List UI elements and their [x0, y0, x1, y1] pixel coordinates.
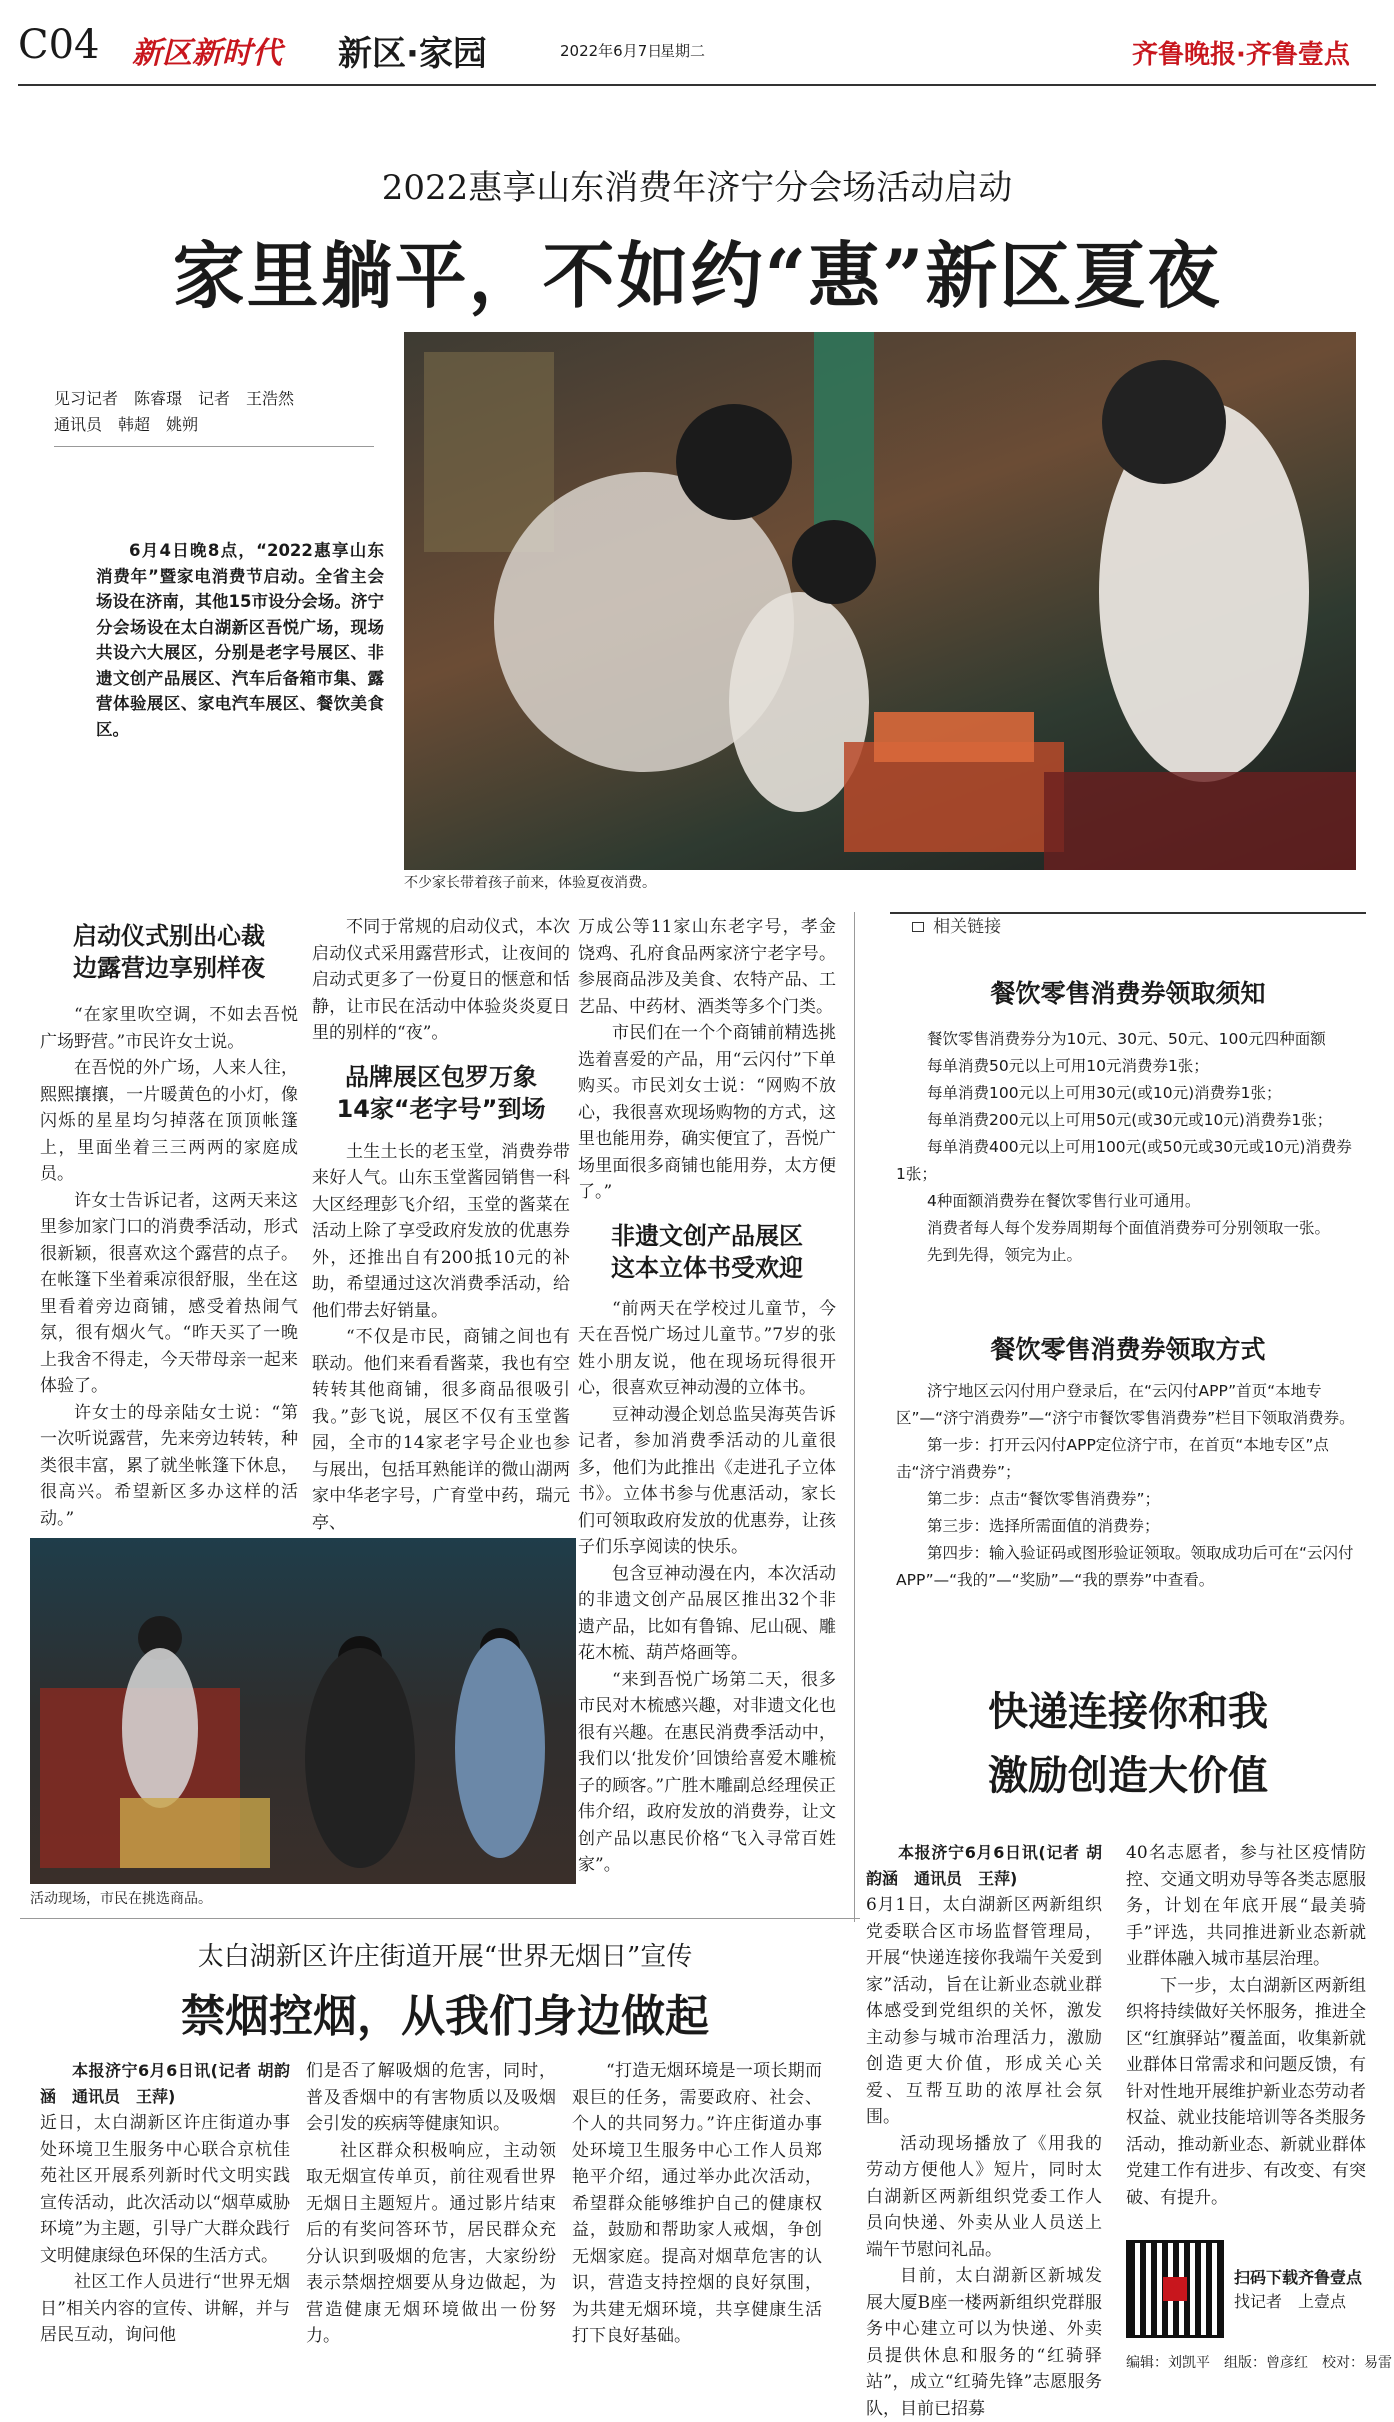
- paragraph: 许女士的母亲陆女士说：“第一次听说露营，先来旁边转转，种类很丰富，累了就坐帐篷下休息，很高兴。希望新区多办这样的活动。”: [40, 1402, 298, 1529]
- paragraph: “来到吾悦广场第二天，很多市民对木梳感兴趣，对非遗文化也很有兴趣。在惠民消费季活动中，我们以‘批发价’回馈给喜爱木雕梳子的顾客。”广胜木雕副总经理侯正伟介绍，政府发放的消费券，让文创产品以惠民价格“飞入寻常百姓家”。: [578, 1669, 836, 1875]
- rule-item: 4种面额消费券在餐饮零售行业可通用。: [927, 1192, 1201, 1210]
- lead-column-1: [40, 920, 298, 1532]
- rule-item: 每单消费100元以上可用30元(或10元)消费券1张；: [927, 1084, 1282, 1102]
- paragraph: 目前，太白湖新区新城发展大厦B座一楼两新组织党群服务中心建立可以为快递、外卖员提供休息和服务的“红骑驿站”，成立“红骑先锋”志愿服务队，目前已招募: [866, 2266, 1102, 2419]
- paragraph: 活动现场播放了《用我的劳动方便他人》短片，同时太白湖新区两新组织党委工作人员向快递、外卖从业人员送上端午节慰问礼品。: [866, 2133, 1102, 2260]
- brand-left-logo: 新区新时代: [132, 36, 282, 71]
- lead-kicker: 2022惠享山东消费年济宁分会场活动启动: [381, 168, 1013, 208]
- courier-headline-1: 快递连接你和我: [988, 1689, 1268, 1735]
- paragraph: 近日，太白湖新区许庄街道办事处环境卫生服务中心联合京杭佳苑社区开展系列新时代文明实践宣传活动，此次活动以“烟草威胁环境”为主题，引导广大群众践行文明健康绿色环保的生活方式。: [40, 2113, 290, 2266]
- divider: [854, 912, 855, 1922]
- paragraph: 在吾悦的外广场，人来人往，熙熙攘攘，一片暖黄色的小灯，像闪烁的星星均匀掉落在顶顶帐篷上，里面坐着三三两两的家庭成员。: [40, 1058, 298, 1184]
- paragraph: “不仅是市民，商铺之间也有联动。他们来看看酱菜，我也有空转转其他商铺，很多商品很吸引我。”彭飞说，展区不仅有玉堂酱园，全市的14家老字号企业也参与展出，包括耳熟能详的微山湖两家中华老字号，广育堂中药，瑞元亭、: [312, 1327, 570, 1533]
- subhead-camping: [40, 920, 298, 984]
- qr-code[interactable]: [1126, 2240, 1224, 2338]
- coupon-method-title: 餐饮零售消费券领取方式: [990, 1335, 1266, 1364]
- rule-item: 每单消费50元以上可用10元消费券1张；: [927, 1057, 1209, 1075]
- paragraph: 万成公等11家山东老字号，孝金饶鸡、孔府食品两家济宁老字号。参展商品涉及美食、农特产品、工艺品、中药材、酒类等多个门类。: [578, 917, 836, 1017]
- paragraph: “在家里吹空调，不如去吾悦广场野营。”市民许女士说。: [40, 1005, 298, 1052]
- paragraph: 社区群众积极响应，主动领取无烟宣传单页，前往观看世界无烟日主题短片。通过影片结束后的有奖问答环节，居民群众充分认识到吸烟的危害，大家纷纷表示禁烟控烟要从身边做起，为营造健康无烟环境做出一份努力。: [306, 2140, 556, 2346]
- masthead: [0, 0, 1394, 80]
- lead-summary: [96, 538, 384, 742]
- paragraph: 40名志愿者，参与社区疫情防控、交通文明劝导等各类志愿服务，计划在年底开展“最美骑手”评选，共同推进新业态新就业群体融入城市基层治理。: [1126, 1843, 1366, 1969]
- market-photo: [30, 1538, 576, 1884]
- page-number: C04: [18, 22, 100, 68]
- paragraph: 社区工作人员进行“世界无烟日”相关内容的宣传、讲解，并与居民互动，询问他: [40, 2272, 290, 2345]
- related-links-label: 相关链接: [933, 917, 1002, 937]
- paragraph: 豆神动漫企划总监吴海英告诉记者，参加消费季活动的儿童很多，他们为此推出《走进孔子立体书》。立体书参与优惠活动，家长们可领取政府发放的优惠券，让孩子们乐享阅读的快乐。: [578, 1404, 836, 1557]
- header-rule: [18, 84, 1376, 86]
- byline-reporters: 见习记者 陈睿璟 记者 王浩然: [54, 389, 295, 408]
- link-icon: [912, 922, 924, 932]
- lead-photo-caption: 不少家长带着孩子前来，体验夏夜消费。: [404, 875, 656, 891]
- paragraph: 6月1日，太白湖新区两新组织党委联合区市场监督管理局，开展“快递连接你我端午关爱到家”活动，旨在让新业态就业群体感受到党组织的关怀，激发主动参与城市治理活力，激励创造更大价值，形成关心关爱、互帮互助的浓厚社会氛围。: [866, 1895, 1102, 2127]
- paragraph: 土生土长的老玉堂，消费券带来好人气。山东玉堂酱园销售一科大区经理彭飞介绍，玉堂的酱菜在活动上除了享受政府发放的优惠券外，还推出自有200抵10元的补助，希望通过这次消费季活动，给他们带去好销量。: [312, 1141, 570, 1321]
- rule-item: 消费者每人每个发券周期每个面值消费券可分别领取一张。: [927, 1219, 1331, 1237]
- divider: [20, 1918, 860, 1919]
- lead-column-3: [578, 914, 836, 1879]
- method-item: 第三步：选择所需面值的消费券；: [927, 1517, 1160, 1535]
- smoke-kicker: 太白湖新区许庄街道开展“世界无烟日”宣传: [197, 1942, 693, 1972]
- subhead-heritage: [578, 1220, 836, 1284]
- coupon-method-list: [896, 1378, 1356, 1594]
- courier-byline: 本报济宁6月6日讯(记者 胡韵涵 通讯员 王萍): [866, 1843, 1102, 1888]
- subhead-camping-text: 启动仪式别出心裁 边露营边享别样夜: [73, 922, 265, 982]
- method-item: 第四步：输入验证码或图形验证领取。领取成功后可在“云闪付APP”—“我的”—“奖励”—“我的票券”中查看。: [896, 1544, 1354, 1589]
- paragraph: 许女士告诉记者，这两天来这里参加家门口的消费季活动，形式很新颖，很喜欢这个露营的点子。在帐篷下坐着乘凉很舒服，坐在这里看着旁边商铺，感受着热闹气氛，很有烟火气。“昨天买了一晚上我舍不得走，今天带母亲一起来体验了。: [40, 1190, 298, 1396]
- rule-item: 先到先得，领完为止。: [927, 1246, 1083, 1264]
- byline-correspondents: 通讯员 韩超 姚朔: [54, 415, 199, 434]
- subhead-brands: [312, 1061, 570, 1125]
- rule-item: 餐饮零售消费券分为10元、30元、50元、100元四种面额: [927, 1030, 1326, 1048]
- courier-column-1: [866, 1840, 1102, 2422]
- market-photo-caption: 活动现场，市民在挑选商品。: [30, 1891, 212, 1907]
- smoke-headline: 禁烟控烟，从我们身边做起: [181, 1991, 709, 2042]
- method-item: 第二步：点击“餐饮零售消费券”；: [927, 1490, 1161, 1508]
- paragraph: 下一步，太白湖新区两新组织将持续做好关怀服务，推进全区“红旗驿站”覆盖面，收集新就业群体日常需求和问题反馈，有针对性地开展维护新业态劳动者权益、就业技能培训等各类服务活动，推动新业态、新就业群体党建工作有进步、有改变、有突破、有提升。: [1126, 1975, 1366, 2208]
- coupon-rules-list: [896, 1026, 1356, 1269]
- lead-byline: [54, 386, 374, 447]
- qr-text: [1234, 2266, 1362, 2314]
- qr-line-2: 找记者 上壹点: [1234, 2292, 1347, 2311]
- issue-weekday: 星期二: [660, 42, 706, 60]
- paragraph: “前两天在学校过儿童节，今天在吾悦广场过儿童节。”7岁的张姓小朋友说，他在现场玩得很开心，很喜欢豆神动漫的立体书。: [578, 1298, 836, 1398]
- method-item: 济宁地区云闪付用户登录后，在“云闪付APP”首页“本地专区”—“济宁消费券”—“济宁市餐饮零售消费券”栏目下领取消费券。: [896, 1382, 1355, 1427]
- qr-line-1: 扫码下载齐鲁壹点: [1234, 2268, 1363, 2287]
- market-photo-illustration: [30, 1538, 576, 1884]
- method-item: 第一步：打开云闪付APP定位济宁市，在首页“本地专区”点击“济宁消费券”；: [896, 1436, 1329, 1481]
- smoke-column-3: [572, 2058, 822, 2350]
- coupon-rules-title: 餐饮零售消费券领取须知: [990, 979, 1266, 1008]
- lead-summary-text: 6月4日晚8点，“2022惠享山东消费年”暨家电消费节启动。全省主会场设在济南，其他15市设分会场。济宁分会场设在太白湖新区吾悦广场，现场共设六大展区，分别是老字号展区、非遗文创产品展区、汽车后备箱市集、露营体验展区、家电汽车展区、餐饮美食区。: [96, 541, 384, 739]
- qr-center-logo: [1163, 2277, 1187, 2301]
- related-links-box: [890, 912, 1366, 1622]
- lead-photo-illustration: [404, 332, 1356, 870]
- issue-date: 2022年6月7日: [560, 42, 663, 60]
- courier-headline-2: 激励创造大价值: [988, 1753, 1268, 1799]
- smoke-byline: 本报济宁6月6日讯(记者 胡韵涵 通讯员 王萍): [40, 2061, 290, 2106]
- section-title: 新区·家园: [338, 34, 487, 74]
- rule-item: 每单消费400元以上可用100元(或50元或30元或10元)消费券1张；: [896, 1138, 1352, 1183]
- rule-item: 每单消费200元以上可用50元(或30元或10元)消费券1张；: [927, 1111, 1333, 1129]
- smoke-column-2: [306, 2058, 556, 2350]
- lead-column-2: [312, 914, 570, 1536]
- smoke-column-1: [40, 2058, 290, 2349]
- related-links-tag: [890, 912, 1366, 938]
- paragraph: 市民们在一个个商铺前精选挑选着喜爱的产品，用“云闪付”下单购买。市民刘女士说：“网购不放心，我很喜欢现场购物的方式，这里也能用券，确实便宜了，吾悦广场里面很多商铺也能用券，太方便了。”: [578, 1023, 836, 1202]
- subhead-brands-text: 品牌展区包罗万象 14家“老字号”到场: [336, 1062, 546, 1123]
- courier-column-2: [1126, 1840, 1366, 2211]
- subhead-heritage-text: 非遗文创产品展区 这本立体书受欢迎: [611, 1221, 803, 1282]
- paragraph: 包含豆神动漫在内，本次活动的非遗文创产品展区推出32个非遗产品，比如有鲁锦、尼山砚、雕花木梳、葫芦烙画等。: [578, 1563, 836, 1663]
- brand-right-logo: 齐鲁晚报·齐鲁壹点: [1132, 40, 1350, 70]
- lead-photo: [404, 332, 1356, 870]
- paragraph: “打造无烟环境是一项长期而艰巨的任务，需要政府、社会、个人的共同努力。”许庄街道办事处环境卫生服务中心工作人员郑艳平介绍，通过举办此次活动，希望群众能够维护自己的健康权益，鼓励和帮助家人戒烟，争创无烟家庭。提高对烟草危害的认识，营造支持控烟的良好氛围，为共建无烟环境，共享健康生活打下良好基础。: [572, 2061, 822, 2346]
- paragraph: 们是否了解吸烟的危害，同时，普及香烟中的有害物质以及吸烟会引发的疾病等健康知识。: [306, 2061, 556, 2134]
- paragraph: 不同于常规的启动仪式，本次启动仪式采用露营形式，让夜间的启动式更多了一份夏日的惬意和恬静，让市民在活动中体验炎炎夏日里的别样的“夜”。: [312, 917, 570, 1043]
- editors-line: 编辑：刘凯平 组版：曾彦红 校对：易雷: [1126, 2355, 1392, 2371]
- lead-headline: 家里躺平，不如约“惠”新区夏夜: [172, 233, 1222, 318]
